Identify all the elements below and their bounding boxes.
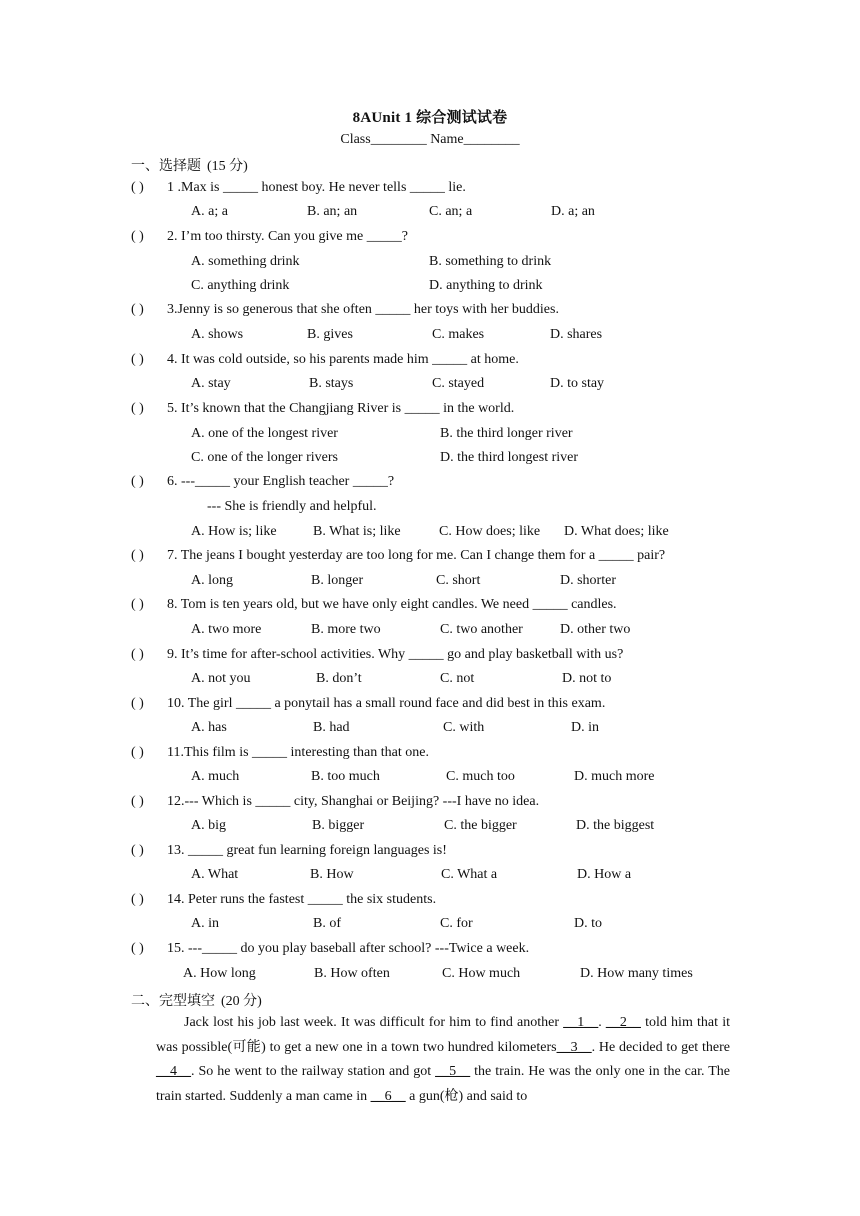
option-a: A. long: [191, 573, 233, 588]
option-a: A. How long: [183, 966, 256, 981]
option-c: C. How does; like: [439, 524, 541, 539]
option-c: C. short: [436, 573, 481, 588]
option-b: B. the third longer river: [440, 426, 573, 441]
passage-text: a gun(枪) and said to: [405, 1089, 528, 1105]
question-11: [131, 745, 429, 765]
question-text: 8. Tom is ten years old, but we have only eight candles. We need _____ candles.: [167, 597, 617, 612]
option-c: C. with: [443, 720, 485, 735]
option-d: D. anything to drink: [429, 278, 543, 293]
question-text: 4. It was cold outside, so his parents made him _____ at home.: [167, 352, 519, 367]
option-d: D. How many times: [580, 966, 693, 981]
question-text: 6. ---_____ your English teacher _____?: [167, 474, 395, 489]
option-d: D. the third longest river: [440, 450, 579, 465]
cloze-passage: [156, 1011, 730, 1110]
page-title: 8AUnit 1 综合测试试卷: [352, 110, 508, 126]
question-1: [131, 180, 466, 200]
answer-blank: ( ): [131, 794, 144, 809]
question-8: [131, 597, 617, 617]
option-a: A. stay: [191, 376, 231, 391]
option-d: D. a; an: [551, 204, 595, 219]
option-d: D. other two: [560, 622, 631, 637]
answer-blank: ( ): [131, 892, 144, 907]
question-2: [131, 229, 408, 249]
answer-blank: ( ): [131, 696, 144, 711]
answer-blank: ( ): [131, 548, 144, 563]
answer-blank: ( ): [131, 229, 144, 244]
option-b: B. too much: [311, 769, 380, 784]
option-b: B. don’t: [316, 671, 362, 686]
question-9: [131, 647, 623, 667]
option-a: A. much: [191, 769, 240, 784]
option-c: C. How much: [442, 966, 521, 981]
option-a: A. two more: [191, 622, 262, 637]
option-a: A. one of the longest river: [191, 426, 338, 441]
question-10: [131, 696, 605, 716]
answer-blank: ( ): [131, 352, 144, 367]
cloze-blank: __6__: [370, 1089, 406, 1105]
option-a: A. something drink: [191, 254, 300, 269]
cloze-blank: __5__: [435, 1064, 471, 1080]
answer-blank: ( ): [131, 941, 144, 956]
passage-text: . So he went to the railway station and got: [191, 1064, 436, 1080]
option-c: C. for: [440, 916, 473, 931]
answer-blank: ( ): [131, 647, 144, 662]
option-c: C. anything drink: [191, 278, 290, 293]
answer-blank: ( ): [131, 401, 144, 416]
option-c: C. makes: [432, 327, 485, 342]
answer-blank: ( ): [131, 843, 144, 858]
question-subline: --- She is friendly and helpful.: [207, 499, 377, 514]
question-text: 11.This film is _____ interesting than that one.: [167, 745, 429, 760]
option-d: D. the biggest: [576, 818, 655, 833]
passage-text: the train. He was the only one in the car. The train started. Suddenly a man came in: [156, 1064, 731, 1105]
question-text: 2. I’m too thirsty. Can you give me _____?: [167, 229, 408, 244]
option-d: D. What does; like: [564, 524, 669, 539]
question-13: [131, 843, 447, 863]
option-d: D. shares: [550, 327, 603, 342]
question-14: [131, 892, 436, 912]
question-text: 9. It’s time for after-school activities. Why _____ go and play basketball with us?: [167, 647, 624, 662]
option-d: D. not to: [562, 671, 612, 686]
option-a: A. How is; like: [191, 524, 277, 539]
question-15: [131, 941, 529, 961]
section-2-heading: [131, 990, 262, 1010]
option-b: B. of: [313, 916, 341, 931]
option-a: A. not you: [191, 671, 251, 686]
option-c: C. What a: [441, 867, 498, 882]
option-b: B. more two: [311, 622, 381, 637]
question-5: [131, 401, 514, 421]
question-text: 7. The jeans I bought yesterday are too long for me. Can I change them for a _____ pair?: [167, 548, 666, 563]
section-2-title: 二、完型填空: [131, 993, 215, 1009]
option-a: A. has: [191, 720, 227, 735]
cloze-blank: __1__: [563, 1015, 599, 1030]
option-b: B. had: [313, 720, 350, 735]
option-c: C. the bigger: [444, 818, 517, 833]
passage-text: told him that it was possible(可能) to get a new one in a town two hundred kilometers: [156, 1015, 730, 1055]
option-d: D. How a: [577, 867, 632, 882]
option-d: D. shorter: [560, 573, 616, 588]
option-d: D. in: [571, 720, 599, 735]
cloze-blank: __4__: [156, 1064, 191, 1080]
option-b: B. gives: [307, 327, 353, 342]
question-text: 14. Peter runs the fastest _____ the six students.: [167, 892, 437, 907]
option-b: B. stays: [309, 376, 354, 391]
option-b: B. How: [310, 867, 354, 882]
answer-blank: ( ): [131, 597, 144, 612]
cloze-blank: __2__: [605, 1015, 641, 1030]
answer-blank: ( ): [131, 180, 144, 195]
option-a: A. a; a: [191, 204, 228, 219]
option-d: D. to: [574, 916, 602, 931]
option-b: B. What is; like: [313, 524, 401, 539]
option-c: C. stayed: [432, 376, 485, 391]
question-3: [131, 302, 559, 322]
section-1-title: 一、选择题: [131, 158, 201, 174]
section-1-points: (15 分): [207, 159, 248, 174]
option-b: B. longer: [311, 573, 364, 588]
question-text: 12.--- Which is _____ city, Shanghai or Beijing? ---I have no idea.: [167, 794, 540, 809]
question-12: [131, 794, 539, 814]
question-4: [131, 352, 519, 372]
section-1-heading: [131, 155, 248, 175]
question-text: 13. _____ great fun learning foreign languages is!: [167, 843, 447, 858]
answer-blank: ( ): [131, 474, 144, 489]
question-text: 3.Jenny is so generous that she often _____ her toys with her buddies.: [167, 302, 559, 317]
option-c: C. an; a: [429, 204, 473, 219]
class-name-line: Class________ Name________: [340, 132, 520, 147]
question-text: 15. ---_____ do you play baseball after school? ---Twice a week.: [167, 941, 530, 956]
passage-text: .: [598, 1015, 606, 1030]
option-a: A. in: [191, 916, 219, 931]
answer-blank: ( ): [131, 302, 144, 317]
option-c: C. much too: [446, 769, 515, 784]
option-d: D. to stay: [550, 376, 605, 391]
option-b: B. an; an: [307, 204, 358, 219]
question-7: [131, 548, 665, 568]
option-c: C. one of the longer rivers: [191, 450, 338, 465]
cloze-blank: __3__: [556, 1039, 592, 1055]
option-b: B. something to drink: [429, 254, 552, 269]
option-b: B. bigger: [312, 818, 365, 833]
option-c: C. two another: [440, 622, 523, 637]
question-text: 5. It’s known that the Changjiang River is _____ in the world.: [167, 401, 515, 416]
passage-text: Jack lost his job last week. It was difficult for him to find another: [184, 1015, 564, 1030]
option-a: A. shows: [191, 327, 244, 342]
section-2-points: (20 分): [221, 994, 262, 1009]
question-6: [131, 474, 394, 494]
option-b: B. How often: [314, 966, 390, 981]
passage-text: . He decided to get there: [591, 1039, 730, 1055]
question-text: 1 .Max is _____ honest boy. He never tells _____ lie.: [167, 180, 466, 195]
option-a: A. big: [191, 818, 226, 833]
option-d: D. much more: [574, 769, 655, 784]
option-c: C. not: [440, 671, 475, 686]
answer-blank: ( ): [131, 745, 144, 760]
question-text: 10. The girl _____ a ponytail has a small round face and did best in this exam.: [167, 696, 606, 711]
option-a: A. What: [191, 867, 239, 882]
